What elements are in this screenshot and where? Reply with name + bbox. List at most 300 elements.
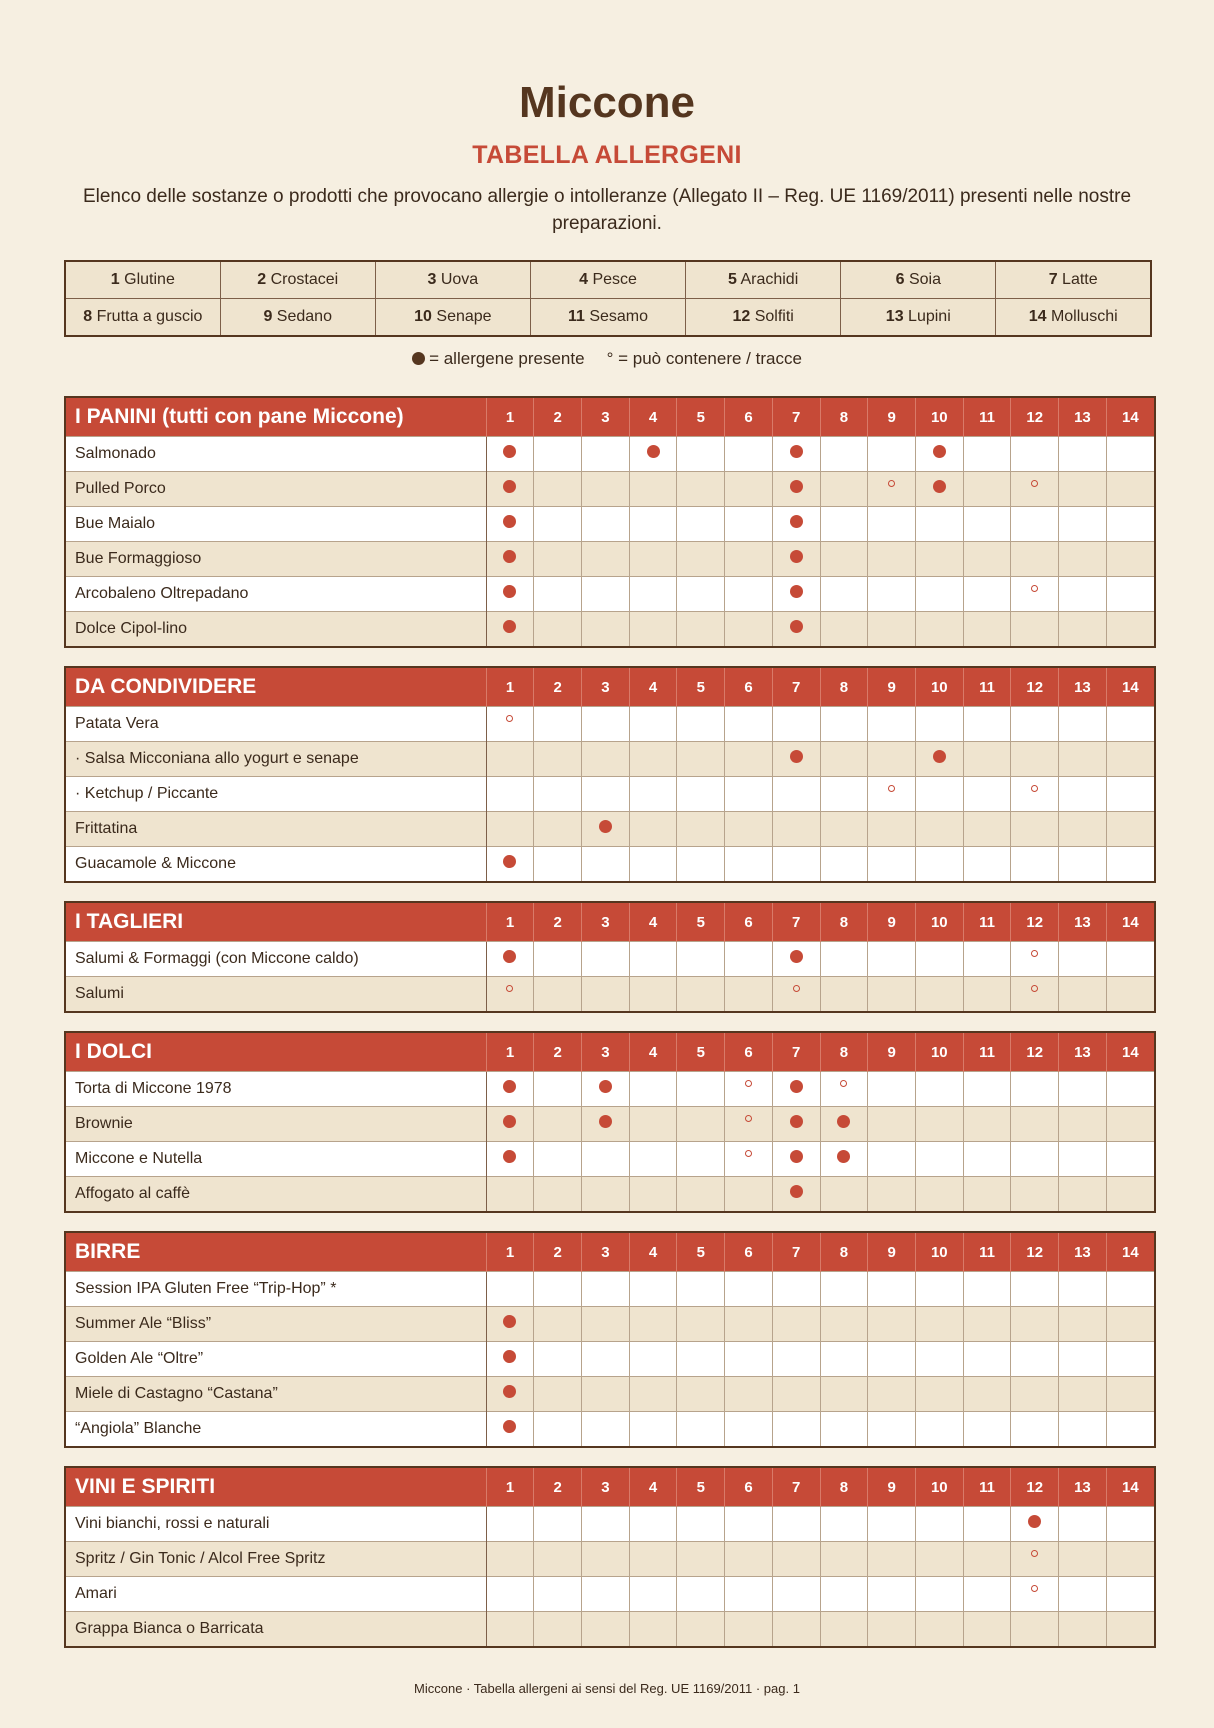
- allergen-cell: [963, 437, 1011, 472]
- allergen-cell: [582, 542, 630, 577]
- allergen-cell: [963, 1507, 1011, 1542]
- allergen-cell: [868, 1107, 916, 1142]
- allergen-cell: [963, 1272, 1011, 1307]
- allergen-present-icon: [790, 950, 803, 963]
- allergen-cell: [1011, 1612, 1059, 1647]
- allergen-column-number: 13: [1059, 668, 1107, 707]
- allergen-cell: [772, 777, 820, 812]
- allergen-cell: [725, 1542, 773, 1577]
- legend-number: 2: [257, 271, 267, 288]
- allergen-cell: [725, 612, 773, 647]
- allergen-cell: [629, 1577, 677, 1612]
- allergen-cell: [820, 1377, 868, 1412]
- allergen-column-number: 8: [820, 1033, 868, 1072]
- allergen-cell: [820, 1272, 868, 1307]
- table-row: [66, 942, 1154, 977]
- allergen-cell: [963, 1307, 1011, 1342]
- allergen-cell: [677, 707, 725, 742]
- allergen-column-number: 5: [677, 1468, 725, 1507]
- allergen-traces-icon: [840, 1080, 847, 1087]
- allergen-column-number: 3: [582, 398, 630, 437]
- allergen-cell: [1059, 507, 1107, 542]
- legend-cell: [220, 261, 375, 299]
- allergen-cell: [868, 742, 916, 777]
- menu-item-name: Torta di Miccone 1978: [66, 1072, 486, 1107]
- legend-name: Sesamo: [589, 308, 649, 325]
- allergen-cell: [820, 707, 868, 742]
- allergen-cell: [534, 1577, 582, 1612]
- allergen-present-icon: [790, 550, 803, 563]
- allergen-cell: [486, 777, 534, 812]
- allergen-cell: [915, 612, 963, 647]
- allergen-cell: [1106, 812, 1154, 847]
- allergen-cell: [486, 1412, 534, 1447]
- allergen-cell: [534, 1307, 582, 1342]
- allergen-present-icon: [599, 1080, 612, 1093]
- allergen-cell: [486, 507, 534, 542]
- allergen-column-number: 12: [1011, 903, 1059, 942]
- allergen-cell: [534, 472, 582, 507]
- allergen-column-number: 12: [1011, 1468, 1059, 1507]
- present-dot-icon: [412, 352, 425, 365]
- allergen-cell: [486, 1542, 534, 1577]
- allergen-cell: [820, 1507, 868, 1542]
- section-table: [64, 1466, 1156, 1648]
- section-table: [64, 1231, 1156, 1448]
- allergen-cell: [582, 1612, 630, 1647]
- allergen-cell: [534, 1507, 582, 1542]
- allergen-cell: [820, 847, 868, 882]
- allergen-column-number: 11: [963, 903, 1011, 942]
- allergen-cell: [772, 1072, 820, 1107]
- allergen-cell: [677, 577, 725, 612]
- allergen-cell: [629, 1612, 677, 1647]
- allergen-cell: [725, 1177, 773, 1212]
- allergen-cell: [1059, 1307, 1107, 1342]
- allergen-traces-icon: [745, 1150, 752, 1157]
- allergen-cell: [820, 437, 868, 472]
- allergen-cell: [629, 1177, 677, 1212]
- allergen-cell: [1106, 542, 1154, 577]
- table-row: [66, 1272, 1154, 1307]
- allergen-cell: [1011, 1142, 1059, 1177]
- allergen-column-number: 13: [1059, 1468, 1107, 1507]
- allergen-cell: [772, 742, 820, 777]
- allergen-column-number: 3: [582, 1468, 630, 1507]
- allergen-cell: [582, 977, 630, 1012]
- allergen-column-number: 8: [820, 668, 868, 707]
- allergen-cell: [725, 707, 773, 742]
- menu-item-name: Miele di Castagno “Castana”: [66, 1377, 486, 1412]
- allergen-cell: [1011, 1177, 1059, 1212]
- allergen-column-number: 11: [963, 398, 1011, 437]
- allergen-present-icon: [503, 1115, 516, 1128]
- allergen-cell: [677, 1577, 725, 1612]
- allergen-cell: [486, 847, 534, 882]
- table-row: [66, 437, 1154, 472]
- allergen-cell: [772, 1177, 820, 1212]
- allergen-cell: [963, 1342, 1011, 1377]
- legend-number: 6: [895, 271, 905, 288]
- section-title: DA CONDIVIDERE: [66, 668, 486, 707]
- allergen-cell: [1059, 542, 1107, 577]
- legend-row: [65, 261, 1151, 299]
- allergen-cell: [963, 1107, 1011, 1142]
- allergen-cell: [677, 1177, 725, 1212]
- legend-row: [65, 299, 1151, 337]
- allergen-cell: [1059, 812, 1107, 847]
- allergen-cell: [1059, 1272, 1107, 1307]
- allergen-cell: [725, 1072, 773, 1107]
- allergen-cell: [677, 942, 725, 977]
- allergen-column-number: 8: [820, 398, 868, 437]
- allergen-cell: [629, 1507, 677, 1542]
- allergen-column-number: 5: [677, 1033, 725, 1072]
- menu-item-name: · Ketchup / Piccante: [66, 777, 486, 812]
- allergen-cell: [677, 437, 725, 472]
- allergen-cell: [582, 507, 630, 542]
- allergen-cell: [1011, 577, 1059, 612]
- allergen-column-number: 2: [534, 1468, 582, 1507]
- allergen-cell: [534, 1107, 582, 1142]
- allergen-cell: [963, 472, 1011, 507]
- menu-item-name: Golden Ale “Oltre”: [66, 1342, 486, 1377]
- allergen-column-number: 1: [486, 1468, 534, 1507]
- menu-item-name: Dolce Cipol-lino: [66, 612, 486, 647]
- allergen-present-icon: [837, 1115, 850, 1128]
- allergen-cell: [725, 1272, 773, 1307]
- allergen-present-icon: [503, 445, 516, 458]
- allergen-cell: [582, 742, 630, 777]
- menu-item-name: Summer Ale “Bliss”: [66, 1307, 486, 1342]
- menu-item-name: Bue Formaggioso: [66, 542, 486, 577]
- allergen-cell: [1011, 812, 1059, 847]
- allergen-present-icon: [503, 1080, 516, 1093]
- allergen-traces-icon: [1031, 585, 1038, 592]
- legend-number: 1: [110, 271, 120, 288]
- allergen-cell: [915, 1377, 963, 1412]
- allergen-cell: [677, 1142, 725, 1177]
- allergen-cell: [629, 1072, 677, 1107]
- allergen-cell: [1059, 612, 1107, 647]
- allergen-cell: [1011, 1542, 1059, 1577]
- allergen-cell: [725, 472, 773, 507]
- allergen-cell: [868, 1507, 916, 1542]
- allergen-column-number: 13: [1059, 398, 1107, 437]
- allergen-cell: [915, 542, 963, 577]
- table-row: [66, 1072, 1154, 1107]
- allergen-column-number: 7: [772, 1468, 820, 1507]
- allergen-cell: [1106, 942, 1154, 977]
- allergen-cell: [534, 612, 582, 647]
- allergen-cell: [629, 1542, 677, 1577]
- allergen-cell: [677, 977, 725, 1012]
- allergen-present-icon: [503, 950, 516, 963]
- allergen-cell: [1106, 777, 1154, 812]
- allergen-cell: [582, 847, 630, 882]
- allergen-column-number: 9: [868, 903, 916, 942]
- allergen-cell: [1106, 612, 1154, 647]
- legend-name: Sedano: [276, 308, 332, 325]
- allergen-cell: [486, 812, 534, 847]
- allergen-cell: [963, 812, 1011, 847]
- allergen-cell: [629, 472, 677, 507]
- allergen-cell: [1106, 1307, 1154, 1342]
- allergen-cell: [915, 1107, 963, 1142]
- allergen-cell: [1011, 507, 1059, 542]
- allergen-cell: [963, 507, 1011, 542]
- allergen-cell: [868, 542, 916, 577]
- allergen-column-number: 11: [963, 1233, 1011, 1272]
- allergen-cell: [915, 577, 963, 612]
- allergen-column-number: 6: [725, 903, 773, 942]
- allergen-cell: [820, 1107, 868, 1142]
- allergen-present-icon: [503, 1420, 516, 1433]
- allergen-cell: [1059, 1377, 1107, 1412]
- allergen-column-number: 12: [1011, 668, 1059, 707]
- allergen-traces-icon: [1031, 985, 1038, 992]
- menu-item-name: Bue Maialo: [66, 507, 486, 542]
- allergen-cell: [772, 1507, 820, 1542]
- menu-item-name: Vini bianchi, rossi e naturali: [66, 1507, 486, 1542]
- allergen-cell: [725, 1377, 773, 1412]
- allergen-cell: [582, 1577, 630, 1612]
- allergen-cell: [629, 1142, 677, 1177]
- allergen-cell: [534, 1612, 582, 1647]
- allergen-cell: [582, 777, 630, 812]
- legend-name: Frutta a guscio: [96, 308, 203, 325]
- allergen-column-number: 1: [486, 398, 534, 437]
- legend-cell: [996, 261, 1151, 299]
- legend-name: Latte: [1062, 271, 1098, 288]
- allergen-column-number: 4: [629, 1233, 677, 1272]
- allergen-cell: [868, 942, 916, 977]
- allergen-traces-icon: [506, 715, 513, 722]
- allergen-cell: [486, 942, 534, 977]
- allergen-column-number: 6: [725, 1033, 773, 1072]
- allergen-cell: [915, 472, 963, 507]
- allergen-cell: [1059, 1107, 1107, 1142]
- allergen-column-number: 8: [820, 1468, 868, 1507]
- allergen-cell: [868, 437, 916, 472]
- allergen-cell: [534, 777, 582, 812]
- allergen-cell: [820, 742, 868, 777]
- allergen-cell: [1059, 1342, 1107, 1377]
- allergen-cell: [486, 1072, 534, 1107]
- allergen-column-number: 7: [772, 668, 820, 707]
- allergen-cell: [534, 1412, 582, 1447]
- table-row: [66, 542, 1154, 577]
- allergen-cell: [1106, 507, 1154, 542]
- allergen-traces-icon: [1031, 480, 1038, 487]
- allergen-cell: [820, 977, 868, 1012]
- allergen-traces-icon: [1031, 785, 1038, 792]
- allergen-cell: [963, 612, 1011, 647]
- section-header-row: [66, 668, 1154, 707]
- allergen-column-number: 2: [534, 668, 582, 707]
- allergen-cell: [1059, 577, 1107, 612]
- allergen-cell: [915, 1577, 963, 1612]
- allergen-cell: [772, 942, 820, 977]
- table-row: [66, 1377, 1154, 1412]
- allergen-cell: [1059, 1612, 1107, 1647]
- allergen-cell: [1106, 1177, 1154, 1212]
- allergen-cell: [1106, 472, 1154, 507]
- allergen-cell: [725, 847, 773, 882]
- allergen-column-number: 5: [677, 398, 725, 437]
- allergen-present-icon: [837, 1150, 850, 1163]
- allergen-cell: [820, 1342, 868, 1377]
- allergen-cell: [1011, 612, 1059, 647]
- allergen-cell: [963, 542, 1011, 577]
- allergen-cell: [1011, 1072, 1059, 1107]
- allergen-cell: [820, 1612, 868, 1647]
- allergen-column-number: 5: [677, 1233, 725, 1272]
- allergen-column-number: 3: [582, 1233, 630, 1272]
- allergen-column-number: 7: [772, 1233, 820, 1272]
- legend-cell: [375, 261, 530, 299]
- allergen-cell: [725, 1307, 773, 1342]
- allergen-cell: [963, 1177, 1011, 1212]
- allergen-present-icon: [503, 855, 516, 868]
- allergen-cell: [534, 1272, 582, 1307]
- allergen-cell: [1106, 1412, 1154, 1447]
- allergen-present-icon: [599, 820, 612, 833]
- allergen-cell: [534, 942, 582, 977]
- table-row: [66, 1507, 1154, 1542]
- allergen-cell: [582, 1307, 630, 1342]
- allergen-cell: [1059, 1412, 1107, 1447]
- allergen-cell: [725, 1142, 773, 1177]
- allergen-cell: [1059, 1577, 1107, 1612]
- allergen-cell: [963, 942, 1011, 977]
- allergen-cell: [725, 577, 773, 612]
- allergen-cell: [629, 1272, 677, 1307]
- page-subtitle: TABELLA ALLERGENI: [472, 141, 742, 169]
- allergen-present-icon: [1028, 1515, 1041, 1528]
- legend-cell: [375, 299, 530, 337]
- allergen-cell: [582, 1412, 630, 1447]
- menu-item-name: Salumi & Formaggi (con Miccone caldo): [66, 942, 486, 977]
- allergen-cell: [1011, 1412, 1059, 1447]
- allergen-cell: [677, 812, 725, 847]
- allergen-cell: [1106, 847, 1154, 882]
- allergen-cell: [486, 1612, 534, 1647]
- table-row: [66, 1307, 1154, 1342]
- allergen-column-number: 6: [725, 398, 773, 437]
- allergen-column-number: 10: [915, 398, 963, 437]
- allergen-cell: [677, 847, 725, 882]
- allergen-traces-icon: [1031, 1550, 1038, 1557]
- allergen-cell: [868, 707, 916, 742]
- allergen-cell: [820, 1307, 868, 1342]
- allergen-cell: [486, 1377, 534, 1412]
- allergen-cell: [915, 1177, 963, 1212]
- allergen-cell: [486, 1342, 534, 1377]
- allergen-cell: [963, 1412, 1011, 1447]
- menu-item-name: Miccone e Nutella: [66, 1142, 486, 1177]
- legend-name: Solfiti: [754, 308, 794, 325]
- allergen-cell: [582, 1142, 630, 1177]
- allergen-traces-icon: [793, 985, 800, 992]
- allergen-cell: [915, 1307, 963, 1342]
- allergen-column-number: 3: [582, 903, 630, 942]
- allergen-cell: [534, 847, 582, 882]
- allergen-cell: [772, 977, 820, 1012]
- allergen-cell: [534, 1377, 582, 1412]
- legend-name: Uova: [440, 271, 479, 288]
- allergen-cell: [486, 472, 534, 507]
- allergen-column-number: 6: [725, 1233, 773, 1272]
- allergen-cell: [629, 942, 677, 977]
- allergen-present-icon: [790, 515, 803, 528]
- allergen-cell: [820, 1177, 868, 1212]
- menu-item-name: Arcobaleno Oltrepadano: [66, 577, 486, 612]
- allergen-cell: [868, 577, 916, 612]
- allergen-present-icon: [503, 1315, 516, 1328]
- allergen-column-number: 5: [677, 903, 725, 942]
- allergen-cell: [725, 1342, 773, 1377]
- allergen-present-icon: [790, 445, 803, 458]
- allergen-cell: [534, 577, 582, 612]
- allergen-cell: [820, 507, 868, 542]
- allergen-cell: [915, 1507, 963, 1542]
- allergen-column-number: 10: [915, 1468, 963, 1507]
- allergen-cell: [915, 707, 963, 742]
- allergen-column-number: 5: [677, 668, 725, 707]
- allergen-cell: [772, 1142, 820, 1177]
- legend-number: 4: [579, 271, 588, 288]
- section-header-row: [66, 1468, 1154, 1507]
- allergen-cell: [1106, 1577, 1154, 1612]
- legend-number: 11: [567, 308, 585, 325]
- allergen-present-icon: [933, 750, 946, 763]
- page-title: Miccone: [518, 78, 696, 127]
- legend-name: Molluschi: [1050, 308, 1118, 325]
- allergen-cell: [1011, 542, 1059, 577]
- menu-item-name: Amari: [66, 1577, 486, 1612]
- allergen-cell: [772, 1107, 820, 1142]
- allergen-cell: [629, 777, 677, 812]
- allergen-traces-icon: [1031, 1585, 1038, 1592]
- section-title: I PANINI (tutti con pane Miccone): [66, 398, 486, 437]
- table-row: [66, 1177, 1154, 1212]
- table-row: [66, 707, 1154, 742]
- allergen-cell: [868, 1177, 916, 1212]
- allergen-cell: [677, 777, 725, 812]
- allergen-cell: [1011, 437, 1059, 472]
- allergen-cell: [915, 437, 963, 472]
- allergen-column-number: 9: [868, 1468, 916, 1507]
- allergen-cell: [534, 707, 582, 742]
- allergen-column-number: 14: [1106, 668, 1154, 707]
- allergen-cell: [820, 472, 868, 507]
- table-row: [66, 742, 1154, 777]
- allergen-column-number: 3: [582, 668, 630, 707]
- allergen-cell: [1106, 1342, 1154, 1377]
- allergen-cell: [677, 507, 725, 542]
- allergen-cell: [963, 777, 1011, 812]
- allergen-cell: [725, 437, 773, 472]
- allergen-column-number: 2: [534, 1033, 582, 1072]
- allergen-cell: [772, 612, 820, 647]
- allergen-column-number: 14: [1106, 903, 1154, 942]
- allergen-cell: [582, 1177, 630, 1212]
- legend-cell: [530, 261, 685, 299]
- allergen-cell: [868, 472, 916, 507]
- allergen-cell: [725, 1612, 773, 1647]
- allergen-cell: [725, 507, 773, 542]
